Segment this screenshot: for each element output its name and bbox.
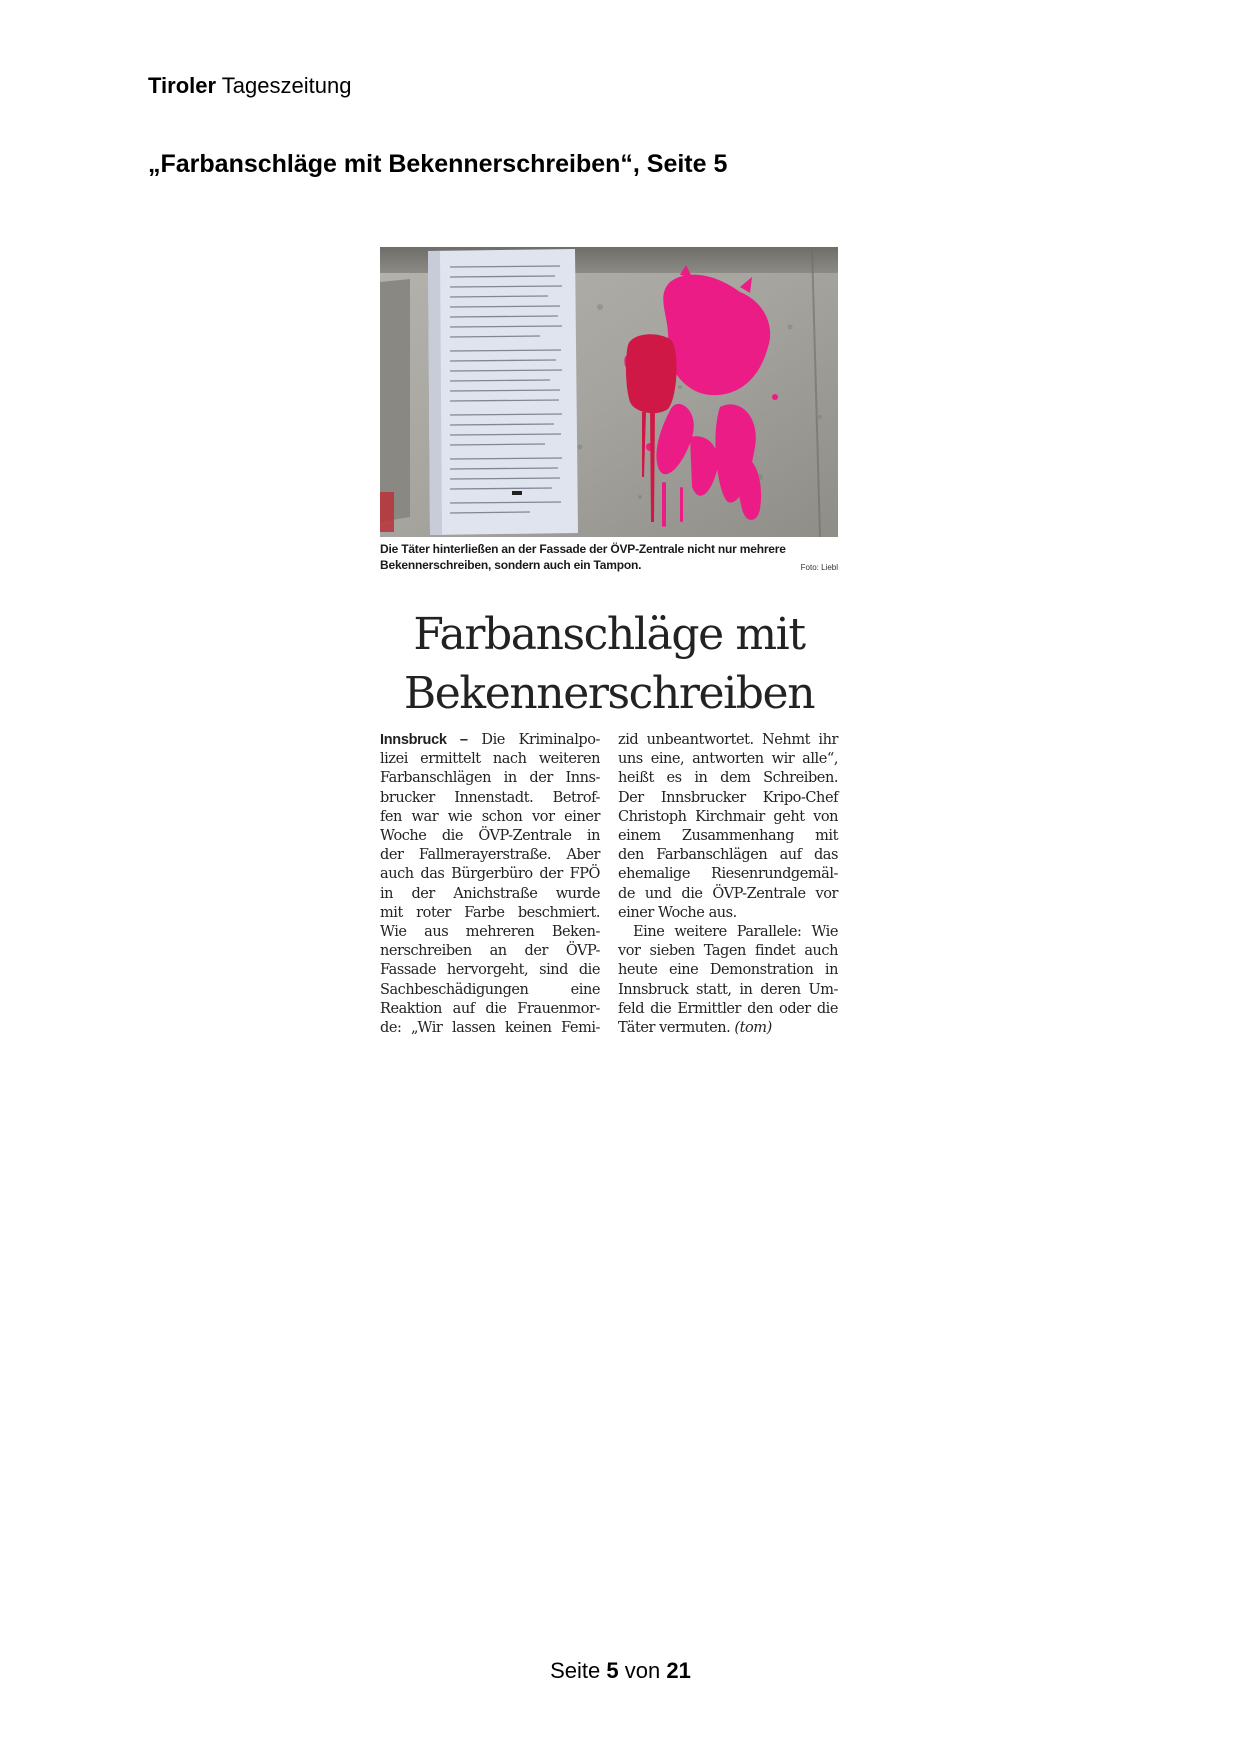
article-author: (tom) [734,1020,772,1037]
article-column-left [380,731,600,1038]
column-line: der Fallmerayerstraße. Aber [380,847,600,864]
page-footer [0,1657,1241,1685]
column-line: Fassade hervorgeht, sind die [380,962,600,979]
article-photo [380,247,838,537]
headline-line-1: Farbanschläge mit [413,609,805,660]
footer-page-number: 5 [606,1658,619,1683]
newspaper-clipping [380,247,838,1047]
column-line: brucker Innenstadt. Betrof- [380,789,600,806]
column-line: Wie aus mehreren Beken- [380,924,600,941]
column-line [618,1019,838,1038]
column-line: den Farbanschlägen auf das [618,847,838,864]
article-headline [380,605,838,723]
column-line: einem Zusammenhang mit [618,828,838,845]
footer-prefix: Seite [550,1658,601,1683]
column-line-text: Täter vermuten. [618,1020,731,1037]
photo-illustration [380,247,838,537]
photo-caption [380,541,838,573]
footer-middle: von [624,1658,661,1683]
photo-credit: Foto: Liebl [800,563,838,572]
headline-line-2: Bekennerschreiben [403,668,815,719]
column-line [380,731,600,750]
column-line: einer Woche aus. [618,904,737,921]
column-line: de: „Wir lassen keinen Femi- [380,1020,600,1037]
column-line: Eine weitere Parallele: Wie [633,924,838,941]
column-line: in der Anichstraße wurde [380,885,600,902]
article-column-right [618,731,838,1038]
column-line: ehemalige Riesenrundgemäl- [618,866,838,883]
article-dateline: Innsbruck – [380,732,468,748]
column-line: lizei ermittelt nach weiteren [380,751,600,768]
column-line: nerschreiben an der ÖVP- [380,943,600,960]
column-line: mit roter Farbe beschmiert. [380,904,600,921]
column-line-text: Die Kriminalpo- [481,732,600,748]
column-line: Farbanschlägen in der Inns- [380,770,600,787]
column-line: Woche die ÖVP-Zentrale in [380,828,600,845]
document-title: „Farbanschläge mit Bekennerschreiben“, Seite 5 [148,150,728,178]
column-line: feld die Ermittler den oder die [618,1000,838,1017]
column-line: vor sieben Tagen findet auch [618,943,838,960]
column-line: heißt es in dem Schreiben. [618,770,838,787]
masthead-regular: Tageszeitung [221,73,352,98]
column-line: auch das Bürgerbüro der FPÖ [380,866,600,883]
column-line: Innsbruck statt, in deren Um- [618,981,838,998]
caption-line-1: Die Täter hinterließen an der Fassade der ÖVP-Zentrale nicht nur mehrere [380,542,786,556]
column-line: Reaktion auf die Frauenmor- [380,1000,600,1017]
column-line: de und die ÖVP-Zentrale vor [618,885,838,902]
publication-masthead [148,72,351,100]
column-line: Der Innsbrucker Kripo-Chef [618,789,838,806]
column-line: zid unbeantwortet. Nehmt ihr [618,732,838,748]
column-line: fen war wie schon vor einer [380,808,600,825]
caption-line-2: Bekennerschreiben, sondern auch ein Tampon. [380,558,642,572]
column-line: Christoph Kirchmair geht von [618,808,838,825]
column-line: Sachbeschädigungen eine [380,981,600,998]
column-line: uns eine, antworten wir alle“, [618,751,838,768]
footer-total-pages: 21 [666,1658,691,1683]
masthead-bold: Tiroler [148,73,217,98]
column-line: heute eine Demonstration in [618,962,838,979]
